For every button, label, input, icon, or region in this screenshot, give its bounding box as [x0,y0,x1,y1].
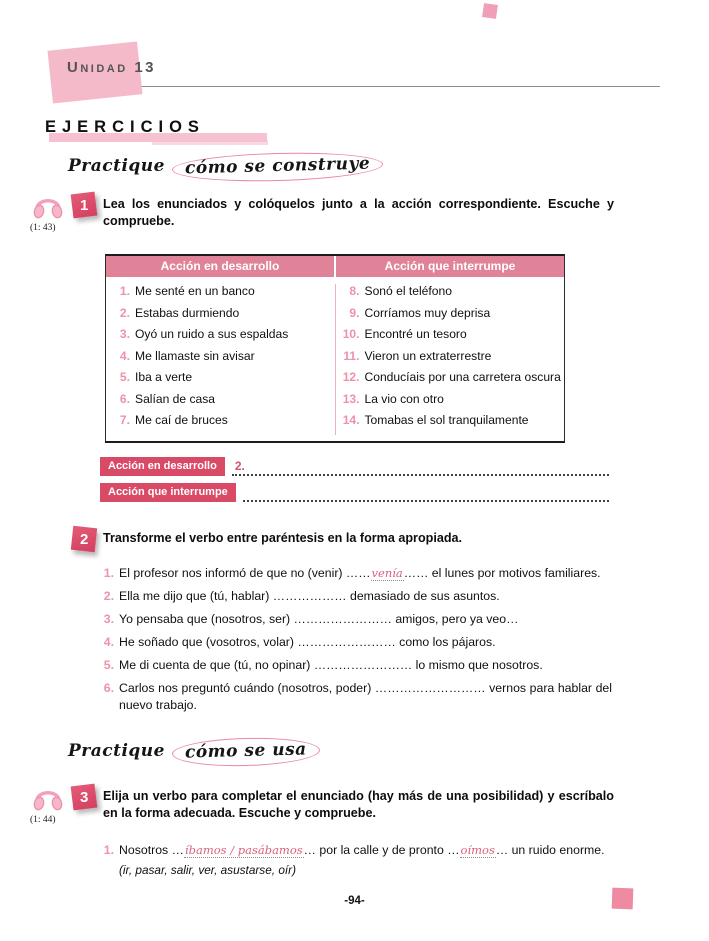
table-row [336,370,565,392]
exercise-item [99,611,612,628]
item-sentence: Me di cuenta de que (tú, no opinar) …………………… lo mismo que nosotros. [119,658,543,672]
item-text: Iba a verte [135,370,193,384]
column-header-desarrollo: Acción en desarrollo [106,256,336,277]
table-row [106,349,335,371]
item-number: 2. [119,305,130,320]
item-number: 7. [119,413,130,427]
headphones-earcup-right [51,796,63,810]
item-number: 5. [103,658,114,672]
audio-track-ref-1: (1: 43) [30,223,56,233]
item-number: 9. [349,305,360,320]
column-header-interrumpe: Acción que interrumpe [384,259,516,273]
item-number: 5. [119,370,130,384]
answer-label: Acción en desarrollo [100,457,225,476]
exercise-3-badge [71,784,98,811]
exercise-3-instruction: Elija un verbo para completar el enunciado (hay más de una posibilidad) y escríbalo en la forma adecuada. Escuche y compruebe. [103,789,614,820]
matching-table [105,254,565,443]
handwritten-answer: íbamos / pasábamos [184,843,303,857]
decorative-pink-square-top [482,3,498,19]
item-sentence: Ella me dijo que (tú, hablar) ……………… demasiado de sus asuntos. [119,589,500,603]
exercise-item [99,565,612,582]
item-number: 8. [349,284,360,298]
answer-label: Acción que interrumpe [100,483,236,502]
exercise-item [99,842,612,879]
exercise-3-items [99,842,612,885]
item-text: La vio con otro [364,391,444,406]
page-number: -94- [344,895,365,907]
table-row [336,327,565,349]
item-text: Vieron un extraterrestre [364,348,492,363]
item-sentence: He soñado que (vosotros, volar) …………………… como los pájaros. [119,635,496,649]
exercise-2-badge [71,526,97,552]
table-body [106,279,564,441]
item-number: 13. [342,391,360,406]
item-number: 10. [342,327,360,341]
dotted-answer-line [232,456,609,476]
headphones-earcup-left [33,204,45,218]
header-rule [64,86,660,87]
verb-options: (ir, pasar, salir, ver, asustarse, oír) [119,863,297,877]
headphones-earcup-right [51,204,63,218]
table-row [336,284,565,306]
practique-usa-heading [68,738,320,766]
exercise-2-number: 2 [79,530,89,548]
table-row [336,413,565,435]
item-text: Corríamos muy deprisa [364,305,491,320]
item-text: Me senté en un banco [135,284,255,298]
table-header-row [106,256,564,279]
headphones-icon [32,784,64,812]
practique-prefix: Practique [68,156,165,176]
item-number: 11. [343,348,360,363]
exercise-item [99,588,612,605]
item-number: 1. [103,566,114,580]
table-row [106,413,335,435]
item-number: 3. [103,612,114,626]
exercise-2-instruction: Transforme el verbo entre paréntesis en la forma apropiada. [103,531,463,545]
dotted-answer-line [243,482,609,502]
exercise-1-number: 1 [79,196,89,214]
item-number: 6. [119,391,130,406]
answer-row [100,476,609,502]
item-sentence: Yo pensaba que (nosotros, ser) …………………… amigos, pero ya veo… [119,612,519,626]
item-number: 6. [103,681,114,695]
item-text: Salían de casa [135,391,216,406]
item-number: 12. [342,370,360,384]
headphones-earcup-left [33,796,45,810]
item-number: 1. [119,284,130,298]
exercise-1-badge [71,192,98,219]
item-number: 3. [119,327,130,341]
table-row [106,306,335,328]
item-text: Conducíais por una carretera oscura [364,370,561,384]
table-row [106,392,335,414]
exercise-1-instruction: Lea los enunciados y colóquelos junto a la acción correspondiente. Escuche y compruebe. [103,197,614,228]
item-text: Sonó el teléfono [364,284,452,298]
item-text: Me llamaste sin avisar [135,348,255,363]
item-text: Encontré un tesoro [364,327,467,341]
table-column-left [106,284,336,435]
item-sentence: El profesor nos informó de que no (venir) ……venía…… el lunes por motivos familiares. [119,566,601,580]
table-row [336,392,565,414]
decorative-pink-square-bottom [612,888,634,910]
handwritten-answer: oímos [460,843,495,857]
exercise-3-number: 3 [79,788,89,806]
item-text: Me caí de bruces [135,413,228,427]
exercise-item [99,680,612,714]
answer-row [100,450,609,476]
item-number: 1. [103,843,114,857]
practique-prefix: Practique [68,741,165,761]
practique-circled-phrase: cómo se usa [172,736,320,768]
exercise-item [99,657,612,674]
item-number: 4. [119,348,130,363]
answer-lines-section [100,450,609,502]
item-text: Estabas durmiendo [135,305,240,320]
item-sentence-text: Nosotros …íbamos / pasábamos… por la calle y de pronto …oímos… un ruido enorme. [119,843,605,857]
unit-label: Unidad 13 [67,59,157,76]
item-text: Oyó un ruido a sus espaldas [135,327,289,341]
handwritten-answer: 2. [234,459,245,473]
audio-track-ref-2: (1: 44) [30,815,56,825]
practique-circled-phrase: cómo se construye [172,150,384,184]
table-row [106,327,335,349]
table-row [106,370,335,392]
item-sentence: Carlos nos preguntó cuándo (nosotros, poder) ……………………… vernos para hablar del nuevo trabajo. [119,681,612,712]
table-column-right [336,284,565,435]
item-text: Tomabas el sol tranquilamente [364,413,529,427]
item-number: 4. [103,635,114,649]
item-number: 14. [342,413,360,427]
exercise-2-items [99,565,612,720]
headphones-icon [32,192,64,220]
item-sentence [119,842,612,879]
handwritten-answer: venía [371,566,403,580]
section-title: EJERCICIOS [45,118,205,136]
item-number: 2. [103,589,114,603]
practique-construye-heading [68,153,384,181]
table-row [336,306,565,328]
exercise-item [99,634,612,651]
table-row [336,349,565,371]
table-row [106,284,335,306]
